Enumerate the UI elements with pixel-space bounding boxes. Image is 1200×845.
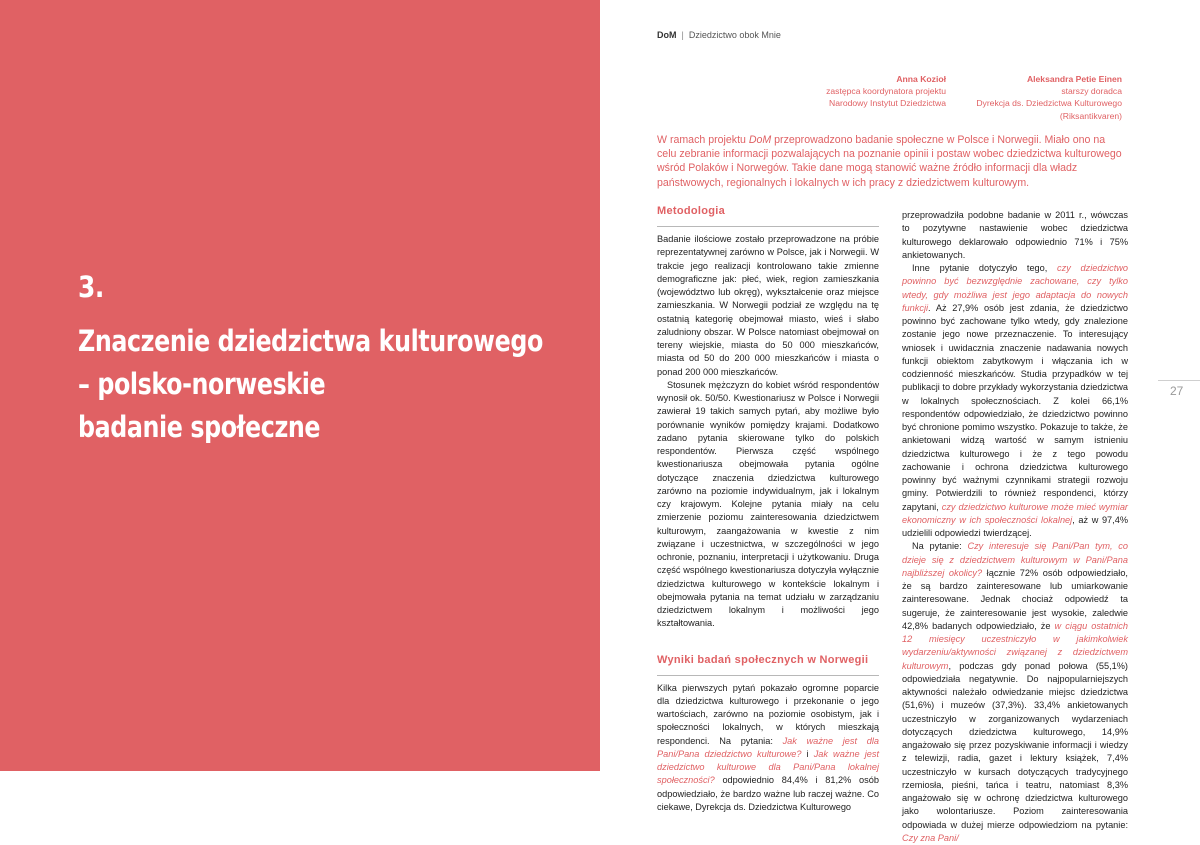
- page-number-rule: [1158, 380, 1200, 381]
- header-brand: DoM: [657, 30, 677, 40]
- lead-paragraph: [657, 133, 1127, 190]
- lead-project-name: DoM: [748, 134, 772, 146]
- body-paragraph: Badanie ilościowe zostało przeprowadzone na próbie reprezentatywnej zarówno w Polsce, jak i Norwegii. W trakcie jego realizacji kontrolowano takie zmienne demograficzne jak: płeć, wiek, region zamieszkania (województwo lub okręg), wykształcenie oraz miejsce zamieszkania. W Norwegii podział ze względu na tę ostatnią kategorię obejmował miasto, wieś i słabo zaludniony obszar. W Polsce natomiast obejmował on tereny wiejskie, miasta do 50 000 mieszkańców, miasta od 50 do 200 000 mieszkańców i miasta o ponad 200 000 mieszkańców.: [657, 234, 879, 377]
- text-column-left: [657, 204, 879, 814]
- lead-text: przeprowadzono badanie społeczne w Polsce i Norwegii. Miało ono na celu zebranie informacji pozwalających na poznanie opinii i postaw wobec dziedzictwa kulturowego wśród Polaków i Norwegów. Takie dane mogą stanowić ważne źródło informacji dla władz państwowych, regionalnych i lokalnych w ich pracy z dziedzictwem kulturowym.: [657, 134, 1122, 189]
- author-name: Aleksandra Petie Einen: [1026, 74, 1122, 84]
- page-number: 27: [1170, 384, 1184, 398]
- chapter-number: 3.: [78, 270, 104, 304]
- header-separator: |: [681, 30, 684, 40]
- body-paragraph: Inne pytanie dotyczyło tego, czy dziedzictwo powinno być bezwzględnie zachowane, czy tylko wtedy, gdy możliwa jest jego adaptacja do nowych funkcji. Aż 27,9% osób jest zdania, że dziedzictwo powinno być zachowane tylko wtedy, gdy znalezione zostanie jego nowe przeznaczenie. To interesujący wniosek i uwidacznia znaczenie nadawania nowych funkcji obiektom zabytkowym i włączania ich w codzienność mieszkańców. Studia przypadków w tej publikacji to dobre przykłady wykorzystania dziedzictwa w lokalnych społecznościach. Z kolei 66,1% respondentów odpowiedziało, że dziedzictwo powinno być chronione pomimo wszystko. Pokazuje to także, że ankietowani widzą wartość w samym istnieniu dziedzictwa kulturowego i że z tego powodu zachowanie i ochrona dziedzictwa kulturowego powinny być ważnymi czynnikami strategii rozwoju gminy. Potwierdzili to również respondenci, którzy zapytani, czy dziedzictwo kulturowe może mieć wymiar ekonomiczny w ich społeczności lokalnej, aż w 97,4% udzielili odpowiedzi twierdzącej.: [902, 263, 1128, 538]
- section-heading-results: Wyniki badań społecznych w Norwegii: [657, 653, 879, 676]
- survey-question: Czy interesuje się Pani/Pan tym, co dzieje się z dziedzictwem kulturowym w Pani/Pana najbliższej okolicy?: [902, 541, 1129, 578]
- header-section: Dziedzictwo obok Mnie: [688, 30, 781, 40]
- body-paragraph: Stosunek mężczyzn do kobiet wśród respondentów wynosił ok. 50/50. Kwestionariusz w Polsce i Norwegii zawierał 19 takich samych pytań, aby możliwe było porównanie wyników pomiędzy krajami. Dodatkowo zadano pytania skierowane tylko do polskich respondentów. Pierwsza część wspólnego kwestionariusza obejmowała pytania ogólne dotyczące znaczenia dziedzictwa kulturowego zarówno na poziomie indywidualnym, jak i lokalnym czy krajowym. Kolejne pytania miały na celu zmierzenie poziomu zainteresowania dziedzictwem kulturowym, zaangażowania w kwestie z nim związane i uczestnictwa, w szczególności w jego ochronie, poznaniu, interpretacji i użytkowaniu. Druga część wspólnego kwestionariusza dotyczyła wyłącznie dziedzictwa kulturowego w kontekście lokalnym i obejmowała pytania na temat udziału w zarządzaniu dziedzictwem lokalnym i możliwości jego kształtowania.: [657, 379, 879, 629]
- author-org-note: (Riksantikvaren): [1059, 110, 1122, 121]
- body-paragraph: Na pytanie: Czy interesuje się Pani/Pan tym, co dzieje się z dziedzictwem kulturowym w Pani/Pana najbliższej okolicy? łącznie 72% osób odpowiedziało, że są bardzo zainteresowane lub umiarkowanie zainteresowane. Jednak chociaż odpowiedź ta sugeruje, że zainteresowanie jest wysokie, zaledwie 42,8% badanych odpowiedziało, że w ciągu ostatnich 12 miesięcy uczestniczyło w jakimkolwiek wydarzeniu/aktywności związanej z dziedzictwem kulturowym, podczas gdy ponad połowa (55,1%) odpowiedziała negatywnie. Do najpopularniejszych aktywności należało odwiedzanie miejsc dziedzictwa (51,6%) i muzeów (37,3%). 33,4% ankietowanych uczestniczyło w zorganizowanych wydarzeniach dotyczących dziedzictwa kulturowego, 14,9% angażowało się przez pozyskiwanie informacji i wiedzy z telewizji, radia, gazet i lektury książek, 7,4% uczestniczyło w kursach dotyczących tradycyjnego rzemiosła, pieśni, tańca i teatru, natomiast 8,3% angażowało się w ochronę dziedzictwa kulturowego jako wolontariusze. Poziom zainteresowania odpowiada w dużej mierze odpowiedziom na pytanie: Czy zna Pani/: [902, 541, 1129, 843]
- author-role: starszy doradca: [1061, 86, 1122, 97]
- survey-question: czy dziedzictwo kulturowe może mieć wymiar ekonomiczny w ich społeczności lokalnej: [902, 501, 1128, 525]
- survey-question: Jak ważne jest dziedzictwo kulturowe dla Pani/Pana lokalnej społeczności?: [657, 748, 879, 786]
- survey-question: Jak ważne jest dla Pani/Pana dziedzictwo kulturowe?: [657, 735, 879, 759]
- chapter-title-line: badanie społeczne: [78, 410, 321, 444]
- author-org: Narodowy Instytut Dziedzictwa: [828, 98, 946, 109]
- author-role: zastępca koordynatora projektu: [826, 86, 946, 97]
- body-paragraph: przeprowadziła podobne badanie w 2011 r., wówczas to pozytywne nastawienie wobec dziedzictwa kulturowego deklarowało odpowiednio 71% i 75% ankietowanych.: [902, 210, 1128, 260]
- author-org: Dyrekcja ds. Dziedzictwa Kulturowego: [976, 98, 1122, 109]
- lead-text: W ramach projektu: [657, 134, 749, 146]
- running-header: [657, 30, 781, 40]
- chapter-title-line: – polsko-norweskie: [78, 367, 326, 401]
- survey-question: Czy zna Pani/: [902, 832, 959, 843]
- chapter-title-page: [0, 0, 600, 771]
- survey-question: czy dziedzictwo powinno być bezwzględnie zachowane, czy tylko wtedy, gdy możliwa jest jego adaptacja do nowych funkcji: [902, 263, 1128, 313]
- survey-question: w ciągu ostatnich 12 miesięcy uczestniczyło w jakimkolwiek wydarzeniu/aktywności związanej z dziedzictwem kulturowym: [902, 620, 1128, 671]
- body-paragraph: Kilka pierwszych pytań pokazało ogromne poparcie dla dziedzictwa kulturowego i przekonanie o jego wartościach, zarówno na poziomie osobistym, jak i społeczności lokalnych, w których mieszkają respondenci. Na pytania: Jak ważne jest dla Pani/Pana dziedzictwo kulturowe? i Jak ważne jest dziedzictwo kulturowe dla Pani/Pana lokalnej społeczności? odpowiednio 84,4% i 81,2% osób odpowiedziało, że bardzo ważne lub raczej ważne. Co ciekawe, Dyrekcja ds. Dziedzictwa Kulturowego: [657, 682, 879, 812]
- text-column-right: [902, 209, 1128, 845]
- chapter-title-line: Znaczenie dziedzictwa kulturowego: [78, 324, 543, 358]
- chapter-title: [78, 320, 543, 449]
- author-name: Anna Kozioł: [896, 74, 946, 84]
- author-block: [976, 73, 1122, 122]
- section-heading-methodology: Metodologia: [657, 204, 879, 227]
- author-block: [826, 73, 946, 110]
